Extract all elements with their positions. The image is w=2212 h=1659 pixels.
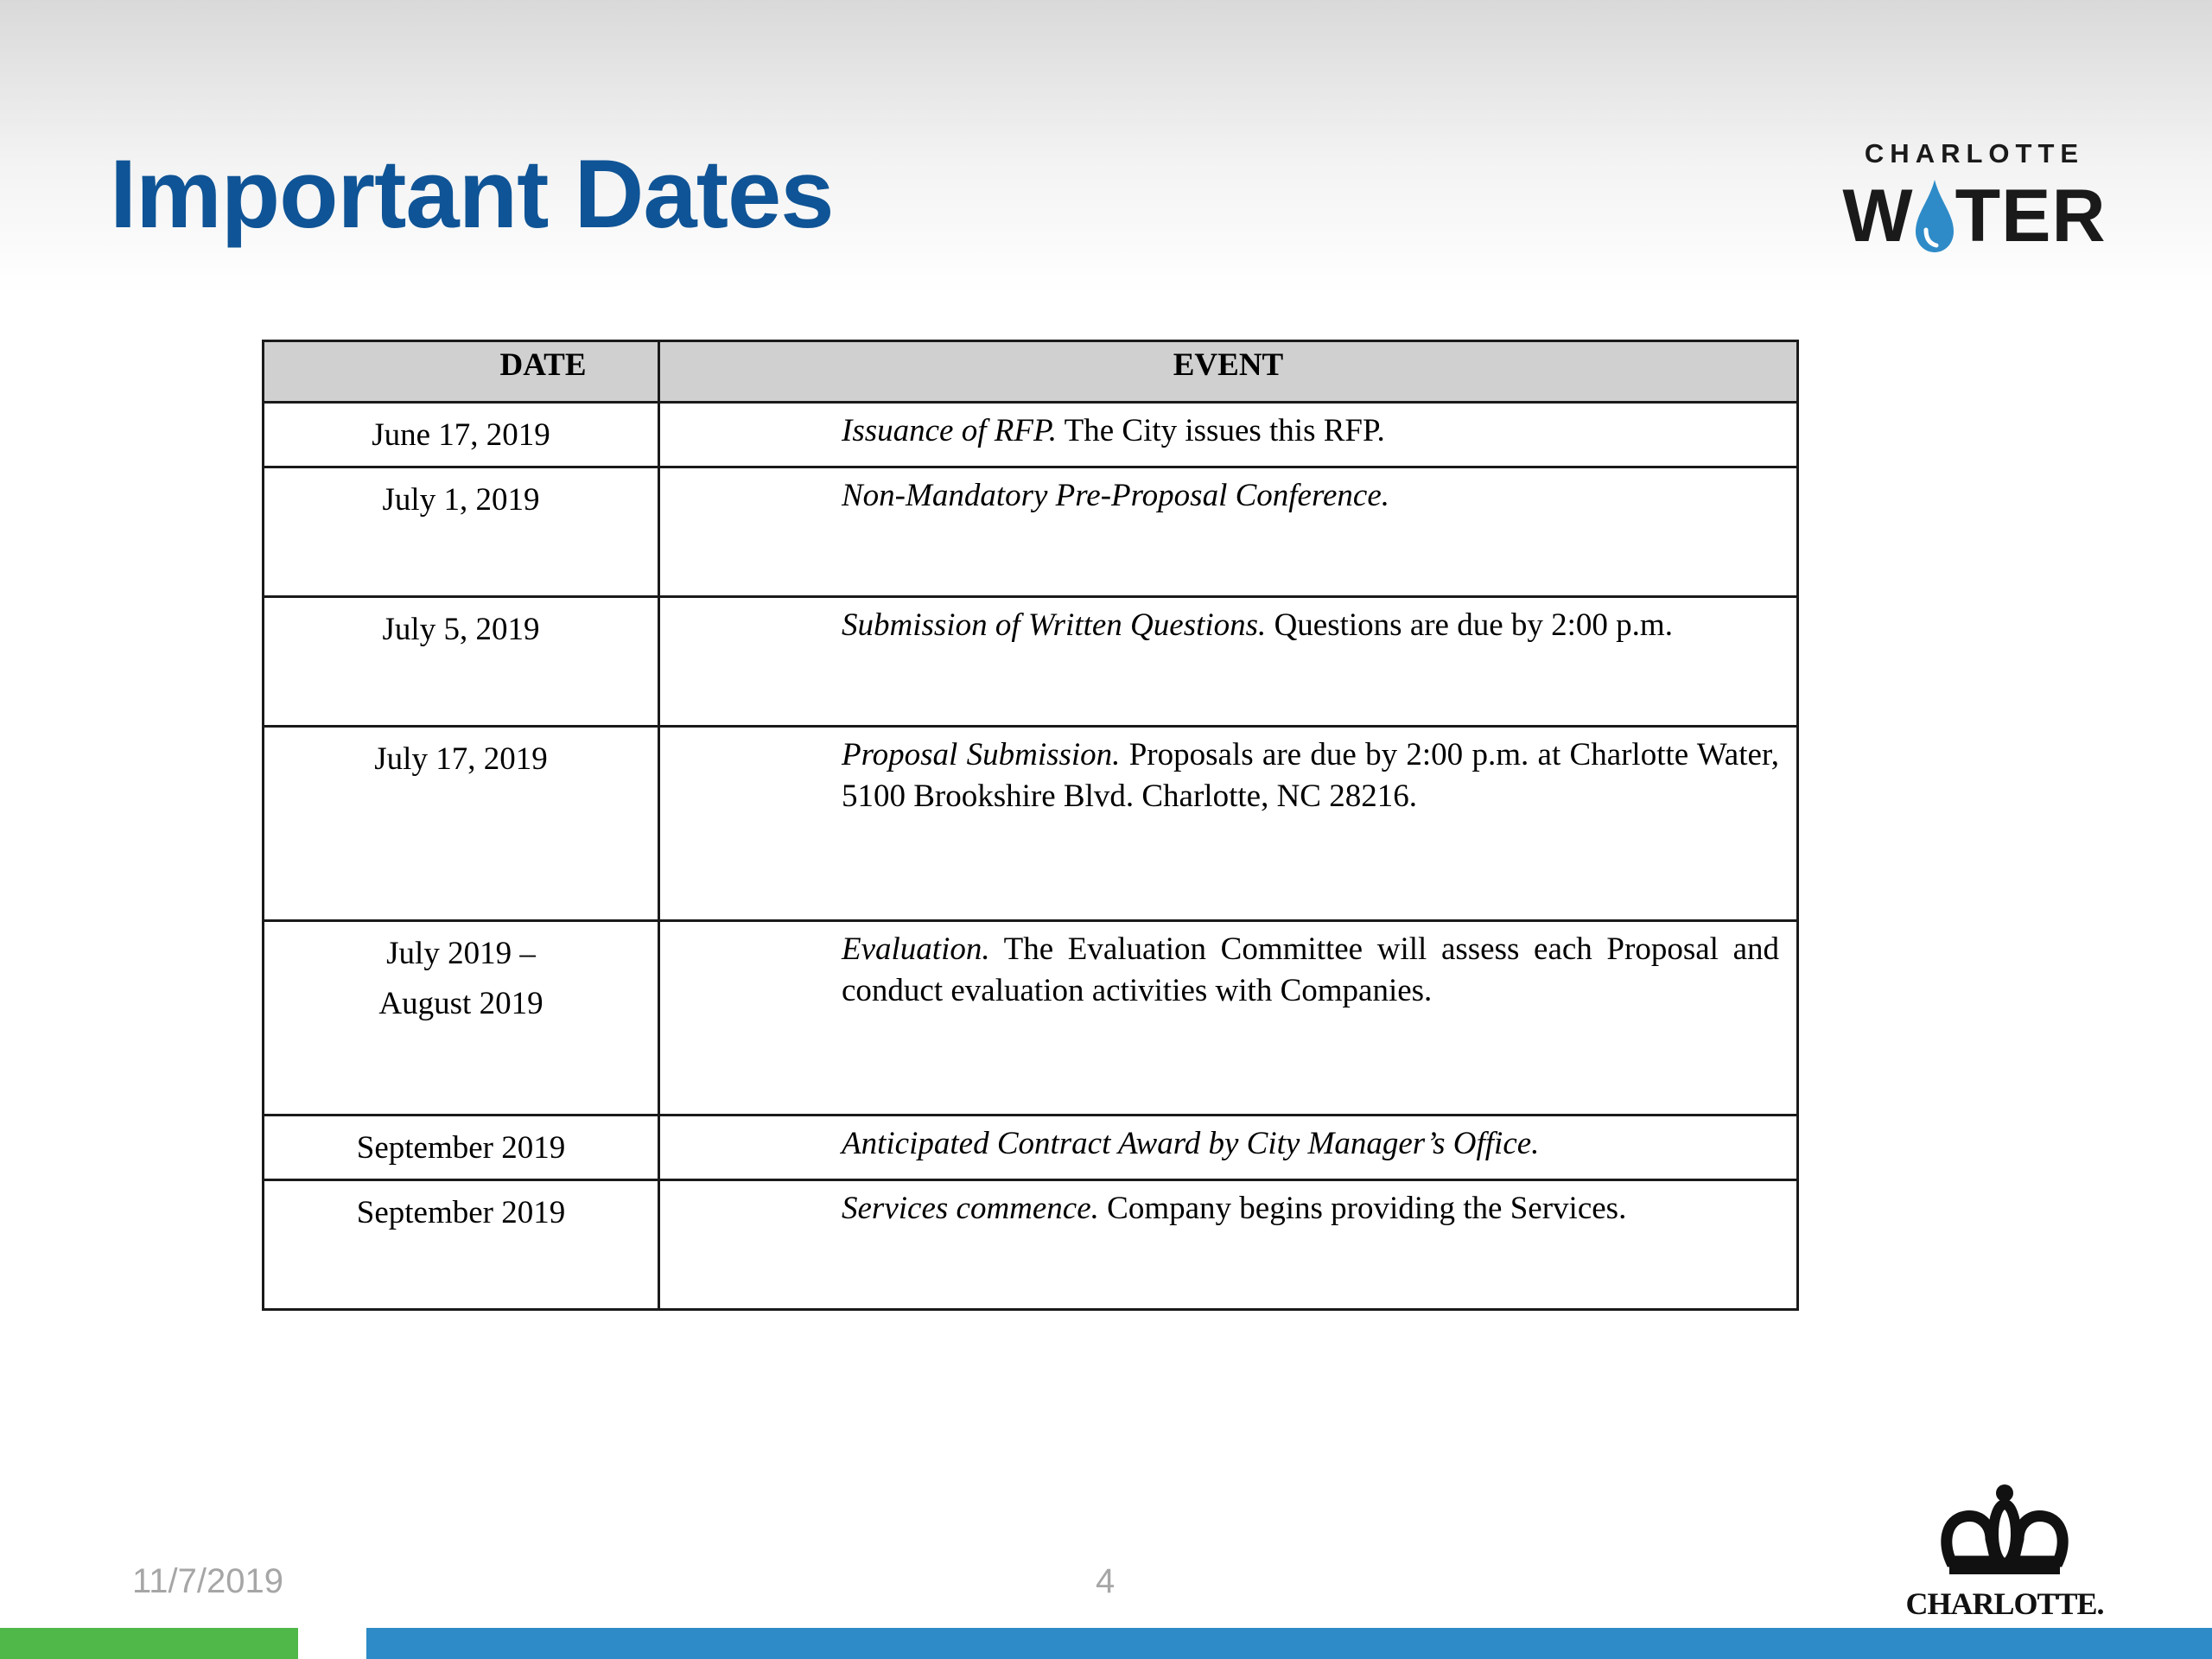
event-text: The City issues this RFP. bbox=[1057, 413, 1385, 448]
table-row bbox=[264, 597, 1798, 727]
date-cell bbox=[264, 403, 659, 467]
charlotte-water-logo bbox=[1840, 138, 2108, 259]
footer-green-bar bbox=[0, 1628, 298, 1659]
header-date: DATE bbox=[264, 341, 659, 403]
logo-top-text: CHARLOTTE bbox=[1864, 138, 2085, 168]
event-text: Company begins providing the Services. bbox=[1098, 1191, 1627, 1226]
logo-word-right: TER bbox=[1955, 174, 2107, 257]
date-cell bbox=[264, 467, 659, 597]
event-title: Proposal Submission. bbox=[842, 737, 1121, 772]
table-row bbox=[264, 467, 1798, 597]
event-cell bbox=[659, 403, 1798, 467]
table-row bbox=[264, 921, 1798, 1116]
event-cell bbox=[659, 727, 1798, 921]
date-text: September 2019 bbox=[356, 1130, 566, 1166]
water-drop-icon bbox=[1910, 176, 1959, 256]
event-title: Evaluation. bbox=[842, 931, 990, 967]
date-cell bbox=[264, 1180, 659, 1310]
important-dates-table bbox=[262, 340, 1799, 1311]
date-text: July 5, 2019 bbox=[382, 612, 540, 647]
date-text: June 17, 2019 bbox=[372, 417, 550, 453]
table-row bbox=[264, 1180, 1798, 1310]
event-text: Questions are due by 2:00 p.m. bbox=[1266, 607, 1673, 643]
event-cell bbox=[659, 597, 1798, 727]
date-cell bbox=[264, 727, 659, 921]
date-cell bbox=[264, 921, 659, 1116]
event-title: Issuance of RFP. bbox=[842, 413, 1058, 448]
city-of-charlotte-logo bbox=[1901, 1482, 2108, 1620]
date-text: September 2019 bbox=[356, 1195, 566, 1230]
event-title: Non-Mandatory Pre-Proposal Conference. bbox=[842, 478, 1390, 513]
table-header-row bbox=[264, 341, 1798, 403]
date-cell bbox=[264, 597, 659, 727]
page-title: Important Dates bbox=[110, 140, 834, 248]
event-cell bbox=[659, 467, 1798, 597]
date-cell bbox=[264, 1116, 659, 1180]
event-title: Submission of Written Questions. bbox=[842, 607, 1267, 643]
event-cell bbox=[659, 1116, 1798, 1180]
footer-date: 11/7/2019 bbox=[132, 1562, 283, 1600]
date-text: July 2019 – bbox=[386, 936, 536, 971]
page-number: 4 bbox=[1096, 1562, 1116, 1600]
event-title: Anticipated Contract Award by City Manager’s Office. bbox=[842, 1126, 1540, 1161]
date-text: July 17, 2019 bbox=[374, 741, 548, 777]
logo-word-left: W bbox=[1842, 174, 1914, 257]
event-cell bbox=[659, 921, 1798, 1116]
crown-icon bbox=[1901, 1482, 2108, 1586]
event-text: Proposals are due by 2:00 p.m. at Charlotte Water, 5100 Brookshire Blvd. Charlotte, NC 28216. bbox=[842, 737, 1779, 814]
logo-wordmark bbox=[1840, 173, 2108, 259]
footer-blue-bar bbox=[366, 1628, 2212, 1659]
table-row bbox=[264, 403, 1798, 467]
header-event: EVENT bbox=[659, 341, 1798, 403]
date-text: July 1, 2019 bbox=[382, 482, 540, 518]
crown-logo-text: CHARLOTTE. bbox=[1905, 1586, 2104, 1621]
table-row bbox=[264, 727, 1798, 921]
event-text: The Evaluation Committee will assess each Proposal and conduct evaluation activities with Companies. bbox=[842, 931, 1779, 1008]
event-title: Services commence. bbox=[842, 1191, 1099, 1226]
table-row bbox=[264, 1116, 1798, 1180]
date-text: August 2019 bbox=[378, 986, 543, 1021]
event-cell bbox=[659, 1180, 1798, 1310]
